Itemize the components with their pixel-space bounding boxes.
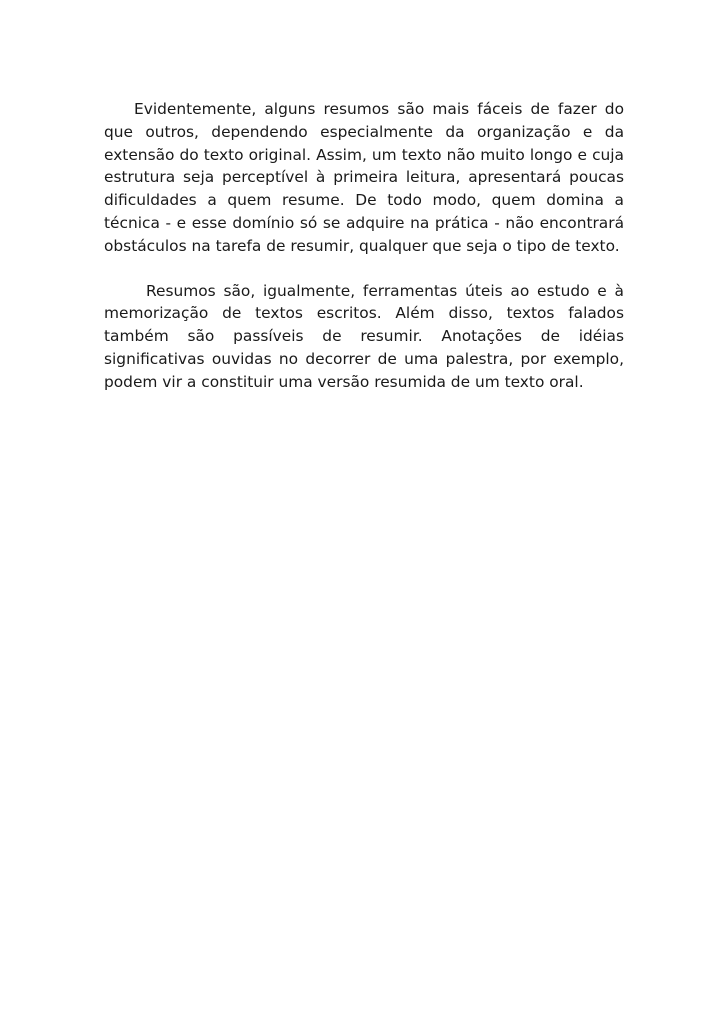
paragraph-1: Evidentemente, alguns resumos são mais fáceis de fazer do que outros, dependendo especialmente da organização e da extensão do texto original. Assim, um texto não muito longo e cuja estrutura seja perceptível à primeira leitura, apresentará poucas dificuldades a quem resume. De todo modo, quem domina a técnica - e esse domínio só se adquire na prática - não encontrará obstáculos na tarefa de resumir, qualquer que seja o tipo de texto. <box>104 100 624 255</box>
document-body <box>104 98 624 394</box>
paragraph-2: Resumos são, igualmente, ferramentas úteis ao estudo e à memorização de textos escritos. Além disso, textos falados também são passíveis de resumir. Anotações de idéias significativas ouvidas no decorrer de uma palestra, por exemplo, podem vir a constituir uma versão resumida de um texto oral. <box>104 281 624 391</box>
